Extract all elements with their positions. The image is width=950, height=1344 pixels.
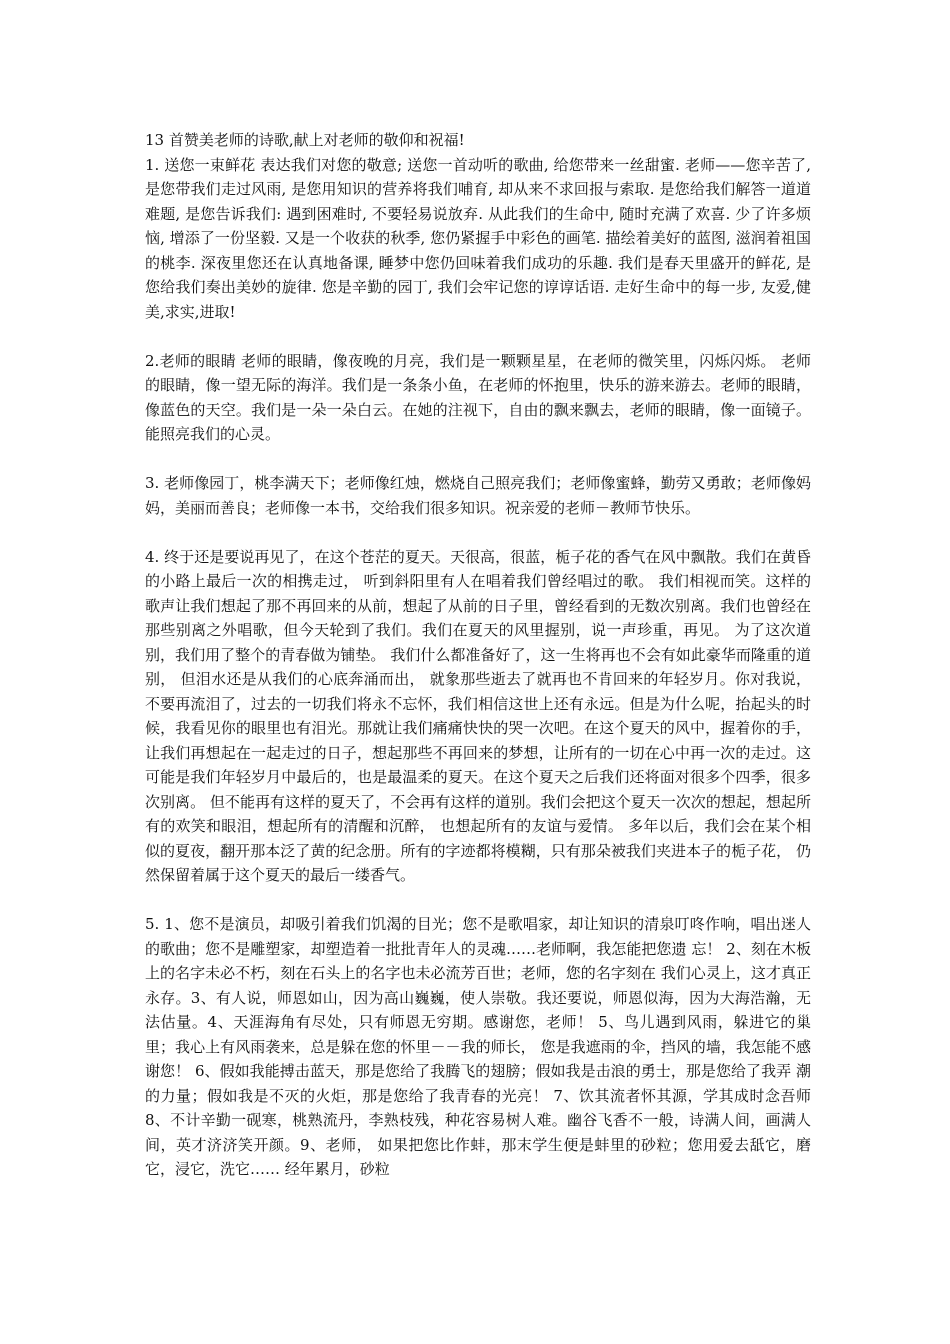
document-title: 13 首赞美老师的诗歌,献上对老师的敬仰和祝福! <box>145 131 465 149</box>
poem-paragraph-1: 1. 送您一束鲜花 表达我们对您的敬意; 送您一首动听的歌曲, 给您带来一丝甜蜜. 老师——您辛苦了, 是您带我们走过风雨, 是您用知识的营养将我们哺育, 却从来不求回报与索取. 是您给我们解答一道道难题, 是您告诉我们: 遇到困难时, 不要轻易说放弃. 从此我们的生命中, 随时充满了欢喜. 少了许多烦恼, 增添了一份坚毅. 又是一个收获的秋季, 您仍紧握手中彩色的画笔. 描绘着美好的蓝图, 滋润着祖国的桃李. 深夜里您还在认真地备课, 睡梦中您仍回味着我们成功的乐趣. 我们是春天里盛开的鲜花, 是您给我们奏出美妙的旋律. 您是辛勤的园丁, 我们会牢记您的谆谆话语. 走好生命中的每一步, 友爱,健美,求实,进取! <box>145 155 811 321</box>
poem-paragraph-5: 5. 1、您不是演员，却吸引着我们饥渴的目光；您不是歌唱家，却让知识的清泉叮咚作响，唱出迷人的歌曲；您不是雕塑家，却塑造着一批批青年人的灵魂……老师啊，我怎能把您遗 忘！ 2、刻在木板上的名字未必不朽，刻在石头上的名字也未必流芳百世；老师，您的名字刻在 我们心灵上，这才真正永存。3、有人说，师恩如山，因为高山巍巍，使人崇敬。我还要说，师恩似海，因为大海浩瀚，无法估量。4、天涯海角有尽处，只有师恩无穷期。感谢您，老师！ 5、鸟儿遇到风雨，躲进它的巢里；我心上有风雨袭来，总是躲在您的怀里－－我的师长， 您是我遮雨的伞，挡风的墙，我怎能不感谢您！ 6、假如我能搏击蓝天，那是您给了我腾飞的翅膀；假如我是击浪的勇士，那是您给了我弄 潮的力量；假如我是不灭的火炬，那是您给了我青春的光亮！ 7、饮其流者怀其源，学其成时念吾师 8、不计辛勤一砚寒，桃熟流丹，李熟枝残，种花容易树人难。幽谷飞香不一般，诗满人间，画满人间，英才济济笑开颜。9、老师， 如果把您比作蚌，那末学生便是蚌里的砂粒；您用爱去舐它，磨它，浸它，洗它…… 经年累月，砂粒 <box>145 915 811 1178</box>
paragraph-spacer <box>145 324 811 349</box>
poem-paragraph-3: 3. 老师像园丁，桃李满天下；老师像红烛，燃烧自己照亮我们；老师像蜜蜂，勤劳又勇敢；老师像妈妈，美丽而善良；老师像一本书，交给我们很多知识。祝亲爱的老师－教师节快乐。 <box>145 474 811 517</box>
paragraph-spacer <box>145 447 811 472</box>
document-page <box>145 128 811 1182</box>
paragraph-spacer <box>145 888 811 913</box>
paragraph-spacer <box>145 520 811 545</box>
poem-paragraph-2: 2.老师的眼睛 老师的眼睛，像夜晚的月亮，我们是一颗颗星星，在老师的微笑里，闪烁闪烁。 老师的眼睛，像一望无际的海洋。我们是一条条小鱼，在老师的怀抱里，快乐的游来游去。老师的眼睛，像蓝色的天空。我们是一朵一朵白云。在她的注视下，自由的飘来飘去，老师的眼睛，像一面镜子。 能照亮我们的心灵。 <box>145 351 811 443</box>
poem-paragraph-4: 4. 终于还是要说再见了，在这个苍茫的夏天。天很高，很蓝，栀子花的香气在风中飘散。我们在黄昏的小路上最后一次的相携走过， 听到斜阳里有人在唱着我们曾经唱过的歌。 我们相视而笑。这样的歌声让我们想起了那不再回来的从前，想起了从前的日子里，曾经看到的无数次别离。我们也曾经在那些别离之外唱歌，但今天轮到了我们。我们在夏天的风里握别，说一声珍重，再见。 为了这次道别，我们用了整个的青春做为铺垫。 我们什么都准备好了，这一生将再也不会有如此豪华而隆重的道别， 但泪水还是从我们的心底奔涌而出， 就象那些逝去了就再也不肯回来的年轻岁月。你对我说，不要再流泪了，过去的一切我们将永不忘怀，我们相信这世上还有永远。但是为什么呢，抬起头的时候，我看见你的眼里也有泪光。那就让我们痛痛快快的哭一次吧。在这个夏天的风中，握着你的手，让我们再想起在一起走过的日子，想起那些不再回来的梦想，让所有的一切在心中再一次的走过。这可能是我们年轻岁月中最后的，也是最温柔的夏天。在这个夏天之后我们还将面对很多个四季，很多次别离。 但不能再有这样的夏天了，不会再有这样的道别。我们会把这个夏天一次次的想起，想起所有的欢笑和眼泪，想起所有的清醒和沉醉， 也想起所有的友谊与爱情。 多年以后，我们会在某个相似的夏夜，翻开那本泛了黄的纪念册。所有的字迹都将模糊，只有那朵被我们夹进本子的栀子花， 仍然保留着属于这个夏天的最后一缕香气。 <box>145 547 811 884</box>
